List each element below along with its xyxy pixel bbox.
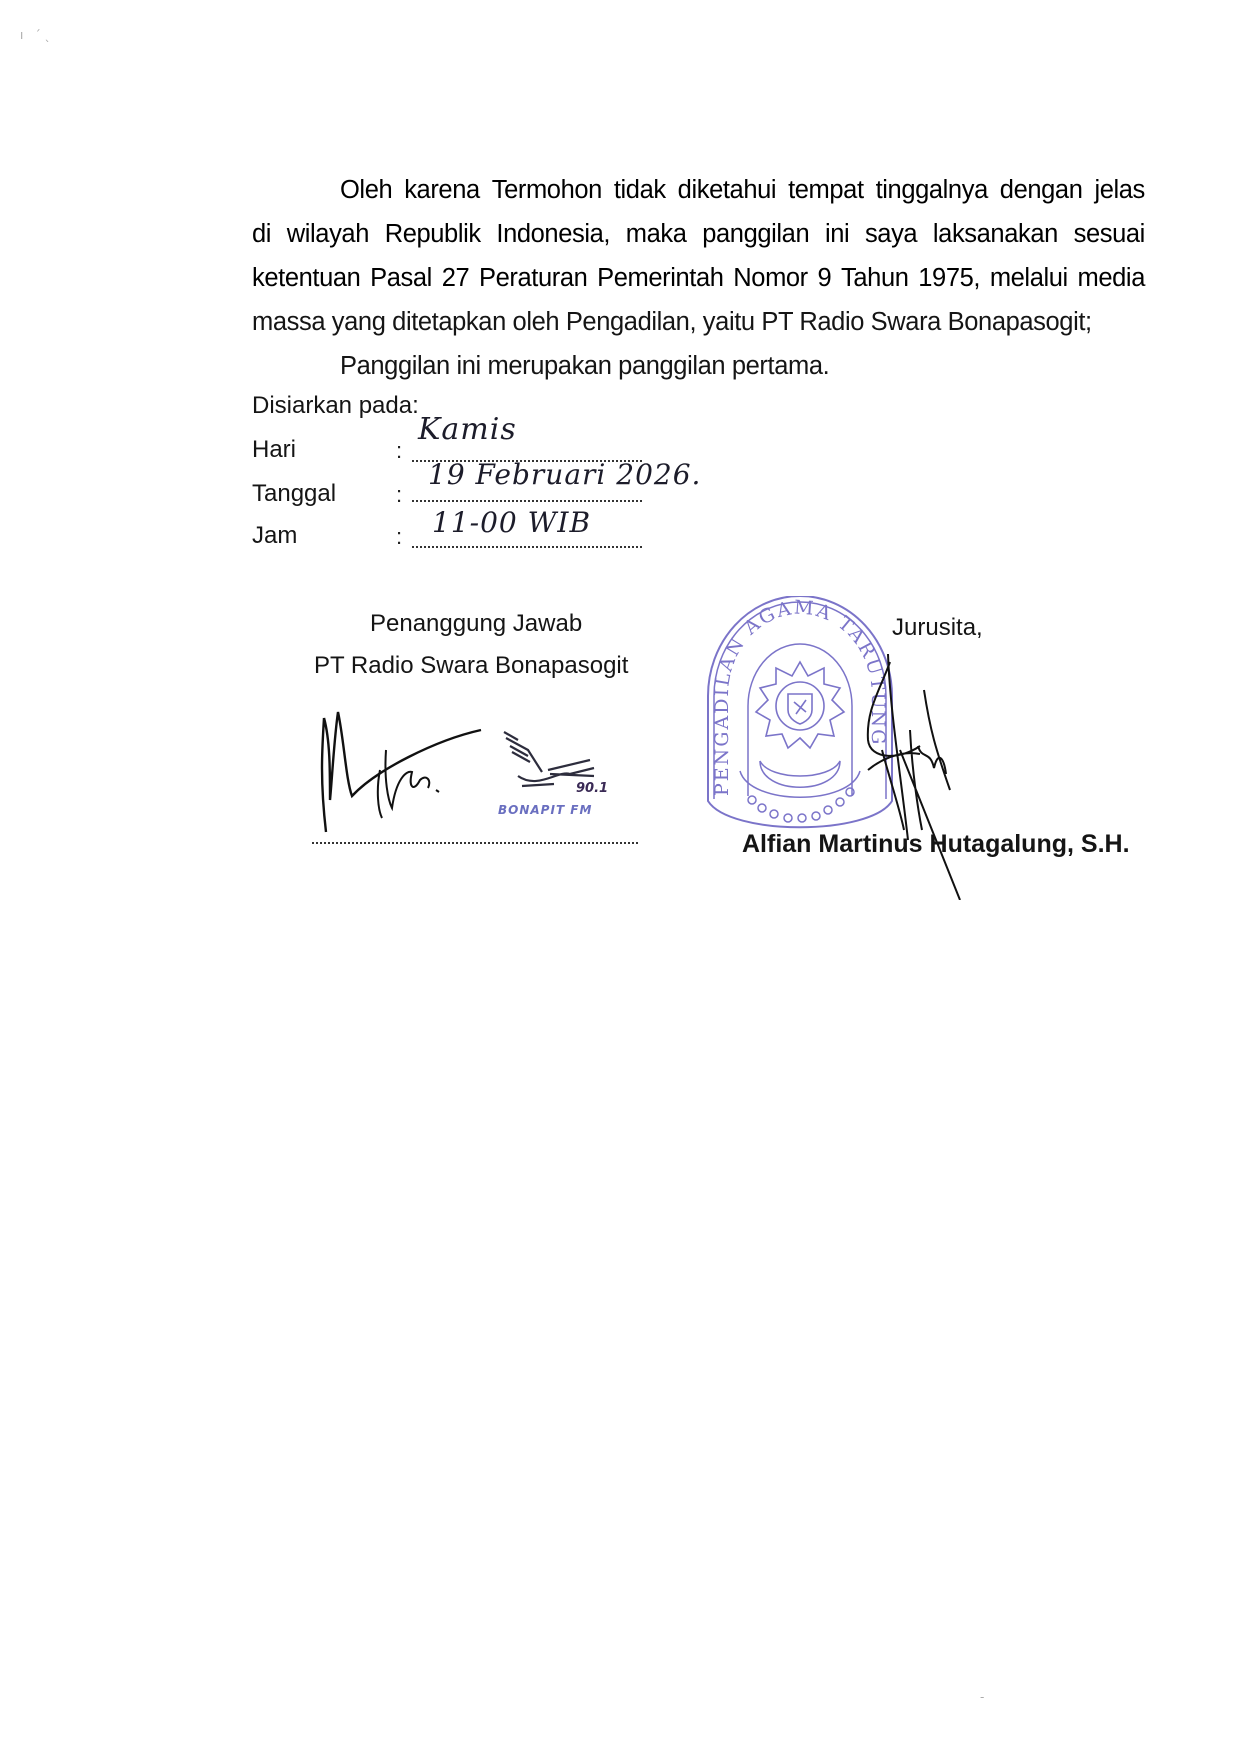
- word: 27: [441, 264, 470, 292]
- handwritten-hari: Kamis: [418, 412, 517, 447]
- word: 9: [817, 264, 832, 292]
- right-signatory-name: Alfian Martinus Hutagalung, S.H.: [742, 830, 1130, 858]
- word: karena: [404, 176, 480, 204]
- field-label-jam: Jam: [252, 522, 298, 549]
- paragraph-1-line-3: [252, 264, 1145, 293]
- word: media: [1077, 264, 1145, 292]
- dotted-line: [412, 546, 642, 548]
- word: wilayah: [286, 220, 369, 248]
- word: Tahun: [841, 264, 909, 292]
- radio-station-stamp-icon: [498, 730, 618, 822]
- field-label-tanggal: Tanggal: [252, 480, 337, 507]
- signature-left-icon: [316, 700, 516, 840]
- word: ketentuan: [252, 264, 361, 292]
- field-separator: :: [396, 482, 403, 507]
- word: maka: [625, 220, 687, 248]
- word: tinggalnya: [875, 176, 988, 204]
- scan-artifact: ı ˊ ˎ: [20, 28, 51, 42]
- word: dengan: [999, 176, 1083, 204]
- left-signatory-organization: PT Radio Swara Bonapasogit: [314, 652, 629, 679]
- left-signatory-title: Penanggung Jawab: [370, 610, 583, 637]
- word: Nomor: [733, 264, 808, 292]
- word: melalui: [989, 264, 1068, 292]
- signature-right-icon: [860, 650, 980, 900]
- right-signatory-title: Jurusita,: [892, 614, 983, 641]
- word: diketahui: [677, 176, 777, 204]
- word: Pasal: [370, 264, 432, 292]
- word: ini: [824, 220, 850, 248]
- paragraph-1-line-2: [252, 220, 1145, 249]
- paragraph-1-line-4: massa yang ditetapkan oleh Pengadilan, yaitu PT Radio Swara Bonapasogit;: [252, 308, 1092, 336]
- word: di: [252, 220, 272, 248]
- word: Peraturan: [479, 264, 588, 292]
- word: tempat: [788, 176, 864, 204]
- svg-text:PENGADILAN AGAMA TARUTUNG: PENGADILAN AGAMA TARUTUNG: [710, 596, 890, 796]
- field-label-hari: Hari: [252, 436, 297, 463]
- broadcast-heading: Disiarkan pada:: [252, 392, 419, 419]
- scan-artifact: -: [980, 1690, 985, 1704]
- word: Indonesia,: [496, 220, 611, 248]
- word: jelas: [1094, 176, 1145, 204]
- dotted-line: [412, 500, 642, 502]
- word: sesuai: [1073, 220, 1145, 248]
- stamp-name: BONAPIT FM: [498, 803, 593, 817]
- handwritten-jam: 11-00 WIB: [432, 506, 592, 539]
- signature-line: [312, 842, 638, 844]
- word: Oleh: [340, 176, 393, 204]
- field-separator: :: [396, 524, 403, 549]
- word: panggilan: [702, 220, 810, 248]
- paragraph-2: Panggilan ini merupakan panggilan pertama.: [340, 352, 830, 380]
- word: Republik: [384, 220, 481, 248]
- word: laksanakan: [932, 220, 1058, 248]
- word: saya: [864, 220, 918, 248]
- field-separator: :: [396, 438, 403, 463]
- word: tidak: [613, 176, 666, 204]
- word: Termohon: [491, 176, 602, 204]
- paragraph-1-line-1: [252, 176, 1145, 205]
- handwritten-tanggal: 19 Februari 2026.: [428, 458, 702, 491]
- word: 1975,: [918, 264, 981, 292]
- word: Pemerintah: [597, 264, 724, 292]
- stamp-frequency: 90.1: [576, 781, 609, 796]
